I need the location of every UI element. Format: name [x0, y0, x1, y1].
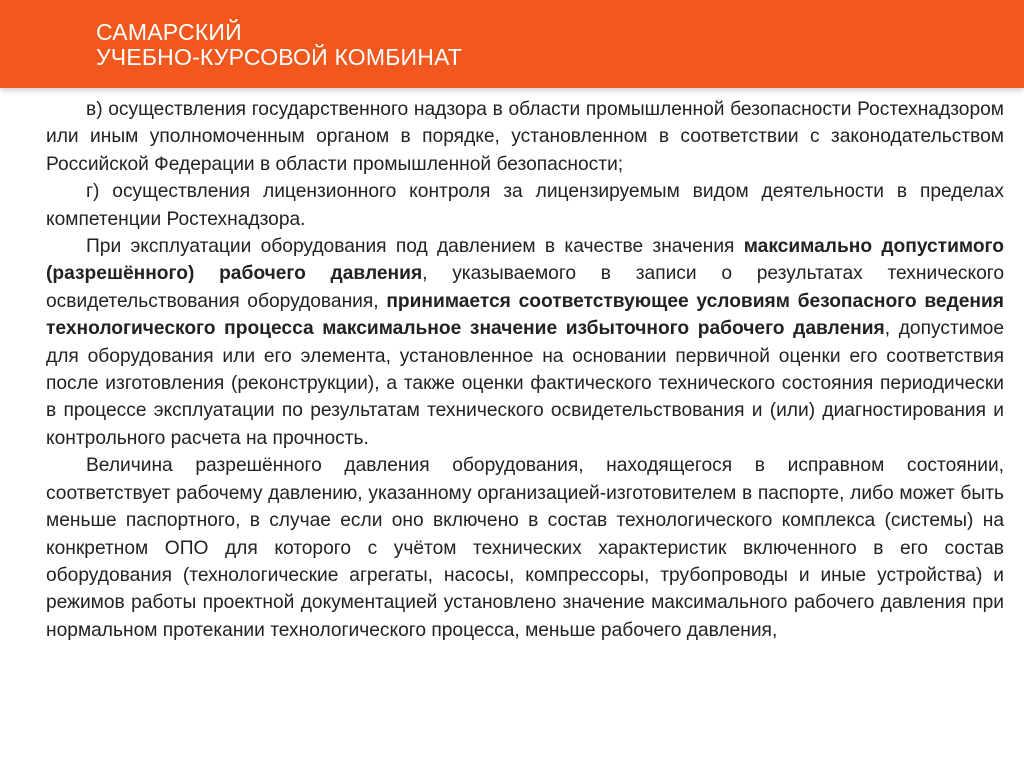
brand-line-2: УЧЕБНО-КУРСОВОЙ КОМБИНАТ [96, 44, 463, 70]
paragraph-text: Величина разрешённого давления оборудования, находящегося в исправном состоянии, соответствует рабочему давлению, указанному организацией-изготовителем в паспорте, либо может быть меньше паспортного, в случае если оно включено в состав технологического комплекса (системы) на конкретном ОПО для которого с учётом технических характеристик включенного в его состав оборудования (технологические агрегаты, насосы, компрессоры, трубопроводы и иные устройства) и режимов работы проектной документацией установлено значение максимального рабочего давления при нормальном протекании технологического процесса, меньше рабочего давления, [46, 455, 1004, 641]
paragraph-v-supervision [46, 96, 1004, 178]
paragraph-text: При эксплуатации оборудования под давлением в качестве значения [86, 236, 744, 258]
paragraph-text: г) осуществления лицензионного контроля за лицензируемым видом деятельности в пределах компетенции Ростехнадзора. [46, 181, 1004, 230]
emphasis-text: принимается соответствующее условиям безопасного ведения технологического процесса максимальное значение избыточного рабочего давления [46, 290, 1004, 340]
paragraph-text: , указываемого в записи о результатах технического освидетельствования оборудования, [46, 263, 1004, 312]
paragraph-max-pressure [46, 233, 1004, 452]
paragraph-allowed-pressure [46, 452, 1004, 644]
slide-header [0, 0, 1024, 88]
brand-line-1: САМАРСКИЙ [96, 19, 242, 45]
paragraph-text: , допустимое для оборудования или его элемента, установленное на основании первичной оценки его соответствия после изготовления (реконструкции), а также оценки фактического технического состояния периодически в процессе эксплуатации по результатам технического освидетельствования и (или) диагностирования и контрольного расчета на прочность. [46, 318, 1004, 449]
emphasis-text: максимально допустимого (разрешённого) рабочего давления [46, 236, 1004, 285]
paragraph-g-licensing [46, 178, 1004, 233]
slide-body [46, 96, 1004, 644]
paragraph-text: в) осуществления государственного надзора в области промышленной безопасности Ростехнадзором или иным уполномоченным органом в порядке, установленном в соответствии с законодательством Российской Федерации в области промышленной безопасности; [46, 99, 1004, 175]
brand-logo-text [96, 20, 462, 70]
